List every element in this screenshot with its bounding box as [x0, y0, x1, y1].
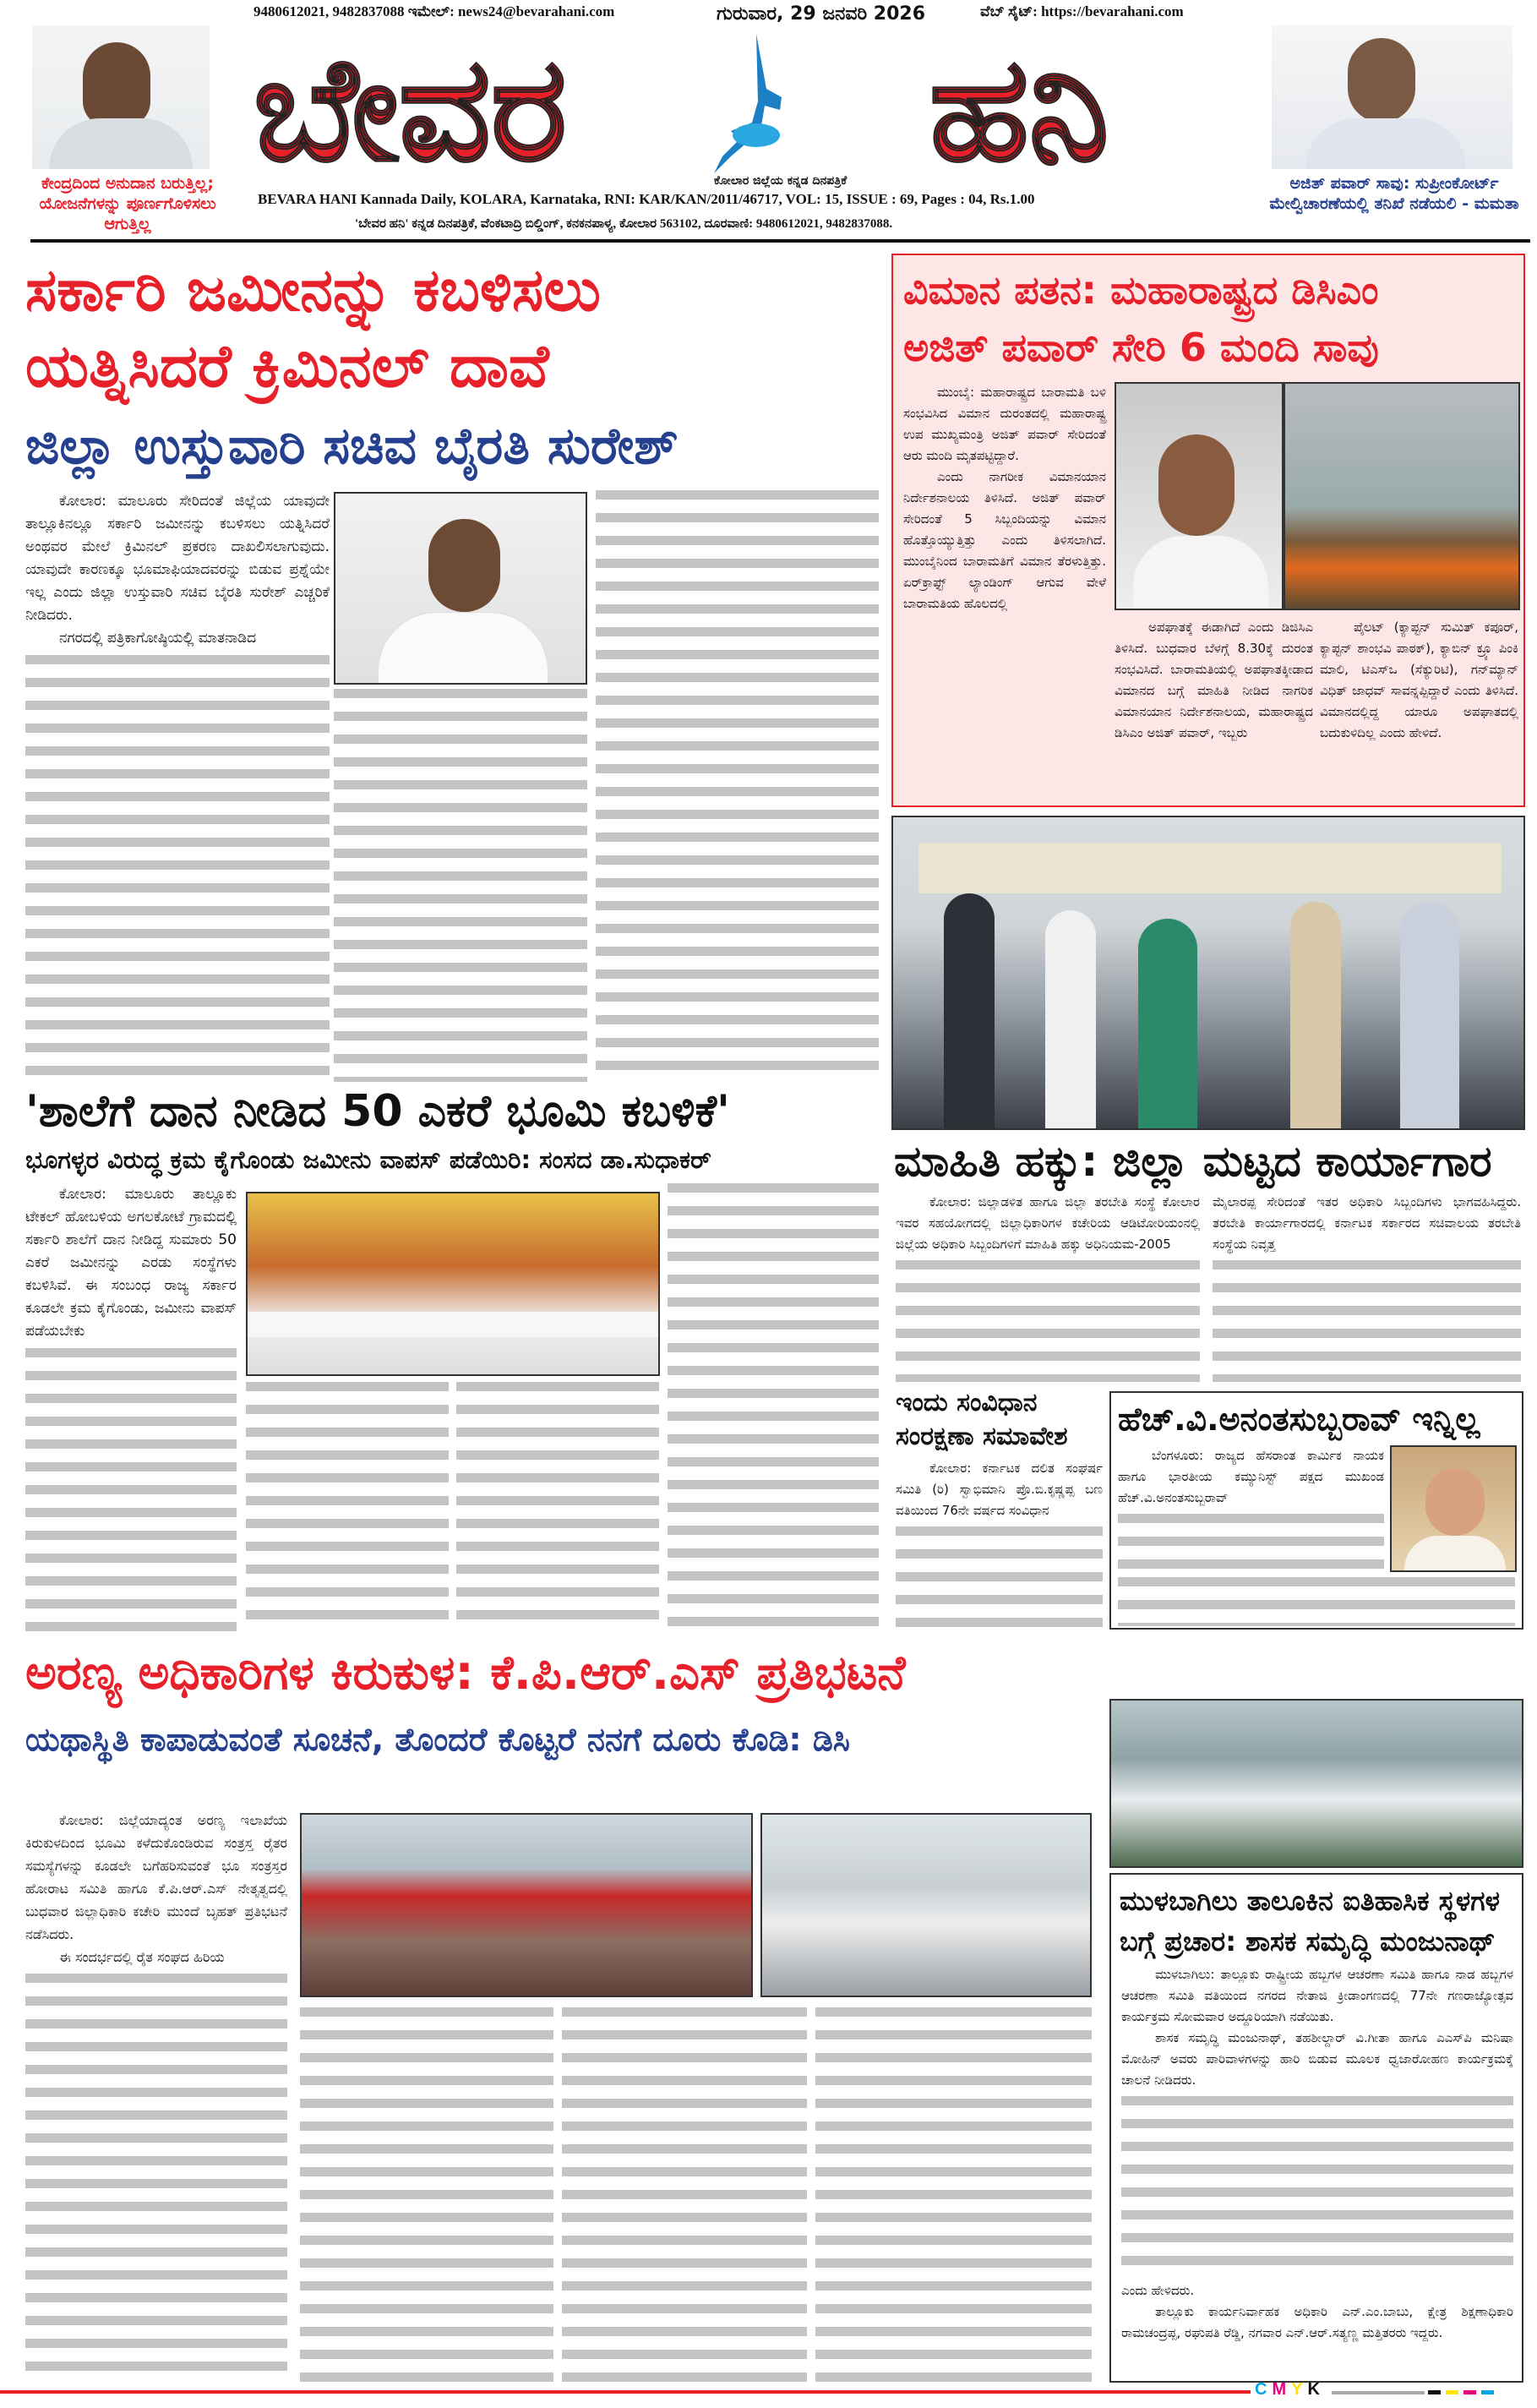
- rti-col2-text: ಮೈಲಾರಪ್ಪ ಸೇರಿದಂತೆ ಇತರ ಅಧಿಕಾರಿ ಸಿಬ್ಬಂದಿಗಳು ಭಾಗವಹಿಸಿದ್ದರು. ತರಬೇತಿ ಕಾರ್ಯಾಗಾರದಲ್ಲಿ ಕರ್ನಾಟಕ ಸರ್ಕಾರದ ಸಚಿವಾಲಯ ತರಬೇತಿ ಸಂಸ್ಥೆಯ ನಿವೃತ್ತ: [1213, 1194, 1521, 1252]
- mulbagal-lead: ಮುಳಬಾಗಿಲು: ತಾಲ್ಲೂಕು ರಾಷ್ಟ್ರೀಯ ಹಬ್ಬಗಳ ಆಚರಣಾ ಸಮಿತಿ ಹಾಗೂ ನಾಡ ಹಬ್ಬಗಳ ಆಚರಣಾ ಸಮಿತಿ ವತಿಯಿಂದ ನಗರದ ನೇತಾಜಿ ಕ್ರೀಡಾಂಗಣದಲ್ಲಿ 77ನೇ ಗಣರಾಜ್ಯೋತ್ಸವ ಕಾರ್ಯಕ್ರಮ ಸೋಮವಾರ ಅದ್ದೂರಿಯಾಗಿ ನಡೆಯಿತು.: [1121, 1967, 1513, 2024]
- constitution-headline[interactable]: ಇಂದು ಸಂವಿಧಾನ ಸಂರಕ್ಷಣಾ ಸಮಾವೇಶ: [896, 1388, 1068, 1451]
- website[interactable]: ವೆಬ್ ಸೈಟ್: https://bevarahani.com: [980, 3, 1184, 19]
- land-para2: ನಗರದಲ್ಲಿ ಪತ್ರಿಕಾಗೋಷ್ಠಿಯಲ್ಲಿ ಮಾತನಾಡಿದ: [59, 630, 257, 647]
- plane-lead-text: ಮುಂಬೈ: ಮಹಾರಾಷ್ಟ್ರದ ಬಾರಾಮತಿ ಬಳಿ ಸಂಭವಿಸಿದ ವಿಮಾನ ದುರಂತದಲ್ಲಿ ಮಹಾರಾಷ್ಟ್ರ ಉಪ ಮುಖ್ಯಮಂತ್ರಿ ಅಜಿತ್ ಪವಾರ್ ಸೇರಿದಂತೆ ಆರು ಮಂದಿ ಮೃತಪಟ್ಟಿದ್ದಾರೆ.: [903, 385, 1106, 463]
- text-filler: [596, 490, 879, 1082]
- school-land-col4: [668, 1183, 879, 1631]
- text-filler: [896, 1260, 1200, 1382]
- plane-headline-line2[interactable]: ಅಜಿತ್ ಪವಾರ್ ಸೇರಿ 6 ಮಂದಿ ಸಾವು: [903, 325, 1379, 370]
- obituary-body: [1118, 1445, 1384, 1574]
- masthead-left: ಬೇವರ: [253, 26, 567, 194]
- plane-col2-text: ಅಪಘಾತಕ್ಕೆ ಈಡಾಗಿದೆ ಎಂದು ಡಿಜಿಸಿಎ ತಿಳಿಸಿದೆ. ಬುಧವಾರ ಬೆಳಗ್ಗೆ 8.30ಕ್ಕೆ ದುರಂತ ಸಂಭವಿಸಿದೆ. ಬಾರಾಮತಿಯಲ್ಲಿ ಅಪಘಾತಕ್ಕೀಡಾದ ವಿಮಾನದ ಬಗ್ಗೆ ಮಾಹಿತಿ ನೀಡಿದ ನಾಗರಿಕ ವಿಮಾನಯಾನ ನಿರ್ದೇಶನಾಲಯ, ಮಹಾರಾಷ್ಟ್ರದ ಡಿಸಿಎಂ ಅಜಿತ್ ಪವಾರ್, ಇಬ್ಬರು: [1115, 620, 1313, 740]
- minister-photo: [334, 492, 587, 685]
- plane-crash-box: [891, 254, 1525, 807]
- protest-crowd-photo: [300, 1813, 753, 1997]
- swatch-black: [1428, 2390, 1441, 2394]
- rti-col1: [896, 1192, 1200, 1382]
- text-filler: [334, 689, 587, 1082]
- forest-col1: [25, 1809, 287, 2383]
- contact-line: 9480612021, 9482837088 ಇಮೇಲ್: news24@bevarahani.com: [253, 3, 615, 19]
- right-portrait-photo: [1272, 25, 1512, 169]
- cmyk-y: Y: [1291, 2380, 1303, 2399]
- issue-date: ಗುರುವಾರ, 29 ಜನವರಿ 2026: [717, 3, 925, 25]
- land-subhead: ಜಿಲ್ಲಾ ಉಸ್ತುವಾರಿ ಸಚಿವ ಬೈರತಿ ಸುರೇಶ್: [25, 417, 679, 476]
- land-lead: ಕೋಲಾರ: ಮಾಲೂರು ಸೇರಿದಂತೆ ಜಿಲ್ಲೆಯ ಯಾವುದೇ ತಾಲ್ಲೂಕಿನಲ್ಲೂ ಸರ್ಕಾರಿ ಜಮೀನನ್ನು ಕಬಳಿಸಲು ಯತ್ನಿಸಿದರೆ ಅಂಥವರ ಮೇಲೆ ಕ್ರಿಮಿನಲ್ ಪ್ರಕರಣ ದಾಖಲಿಸಲಾಗುವುದು. ಯಾವುದೇ ಕಾರಣಕ್ಕೂ ಭೂಮಾಫಿಯಾದವರನ್ನು ಬಿಡುವ ಪ್ರಶ್ನೆಯೇ ಇಲ್ಲ ಎಂದು ಜಿಲ್ಲಾ ಉಸ್ತುವಾರಿ ಸಚಿವ ಬೈರತಿ ಸುರೇಶ್ ಎಚ್ಚರಿಕೆ ನೀಡಿದರು.: [25, 493, 330, 624]
- constitution-lead: ಕೋಲಾರ: ಕರ್ನಾಟಕ ದಲಿತ ಸಂಘರ್ಷ ಸಮಿತಿ (ರಿ) ಸ್ವಾಭಿಮಾನಿ ಪ್ರೊ.ಬಿ.ಕೃಷ್ಣಪ್ಪ ಬಣ ವತಿಯಿಂದ 76ನೇ ವರ್ಷದ ಸಂವಿಧಾನ: [896, 1461, 1103, 1518]
- school-land-col3: [456, 1382, 659, 1631]
- forest-subhead: ಯಥಾಸ್ಥಿತಿ ಕಾಪಾಡುವಂತೆ ಸೂಚನೆ, ತೊಂದರೆ ಕೊಟ್ಟರೆ ನನಗೆ ದೂರು ಕೊಡಿ: ಡಿಸಿ: [25, 1721, 850, 1758]
- text-filler: [1118, 1577, 1515, 1626]
- text-filler: [300, 2007, 553, 2383]
- obituary-portrait-photo: [1390, 1445, 1517, 1572]
- plane-body-col3: [1320, 617, 1518, 801]
- masthead-tagline: ಕೋಲಾರ ಜಿಲ್ಲೆಯ ಕನ್ನಡ ದಿನಪತ್ರಿಕೆ: [714, 174, 848, 188]
- text-filler: [1121, 2096, 1513, 2277]
- text-filler: [668, 1183, 879, 1631]
- plane-lead: [903, 382, 1106, 800]
- mulbagal-body: [1121, 1964, 1513, 2277]
- forest-col2: [300, 2007, 553, 2383]
- forest-headline[interactable]: ಅರಣ್ಯ ಅಧಿಕಾರಿಗಳ ಕಿರುಕುಳ: ಕೆ.ಪಿ.ಆರ್.ಎಸ್ ಪ್ರತಿಭಟನೆ: [25, 1646, 906, 1701]
- mulbagal-headline-line2[interactable]: ಬಗ್ಗೆ ಪ್ರಚಾರ: ಶಾಸಕ ಸಮೃದ್ಧಿ ಮಂಜುನಾಥ್: [1120, 1925, 1496, 1958]
- land-headline-line1[interactable]: ಸರ್ಕಾರಿ ಜಮೀನನ್ನು ಕಬಳಿಸಲು: [25, 255, 601, 325]
- rti-headline[interactable]: ಮಾಹಿತಿ ಹಕ್ಕು: ಜಿಲ್ಲಾ ಮಟ್ಟದ ಕಾರ್ಯಾಗಾರ: [894, 1137, 1492, 1186]
- masthead-rule: [30, 239, 1530, 243]
- cmyk-marks: [1255, 2379, 1320, 2400]
- cmyk-m: M: [1272, 2380, 1287, 2399]
- mulbagal-ending1: ಎಂದು ಹೇಳಿದರು.: [1121, 2283, 1195, 2298]
- swatch-yellow: [1446, 2390, 1458, 2394]
- plane-headline-line1[interactable]: ವಿಮಾನ ಪತನ: ಮಹಾರಾಷ್ಟ್ರದ ಡಿಸಿಎಂ: [903, 267, 1379, 313]
- rti-col1-text: ಕೋಲಾರ: ಜಿಲ್ಲಾಡಳಿತ ಹಾಗೂ ಜಿಲ್ಲಾ ತರಬೇತಿ ಸಂಸ್ಥೆ ಕೋಲಾರ ಇವರ ಸಹಯೋಗದಲ್ಲಿ ಜಿಲ್ಲಾಧಿಕಾರಿಗಳ ಕಚೇರಿಯ ಆಡಿಟೋರಿಯಂನಲ್ಲಿ ಜಿಲ್ಲೆಯ ಅಧಿಕಾರಿ ಸಿಬ್ಬಂದಿಗಳಿಗೆ ಮಾಹಿತಿ ಹಕ್ಕು ಅಧಿನಿಯಮ-2005: [896, 1194, 1200, 1252]
- plane-body-col2: [1115, 617, 1313, 801]
- text-filler: [246, 1382, 449, 1631]
- address-line: 'ಬೇವರ ಹನಿ' ಕನ್ನಡ ದಿನಪತ್ರಿಕೆ, ವೆಂಕಟಾದ್ರಿ ಬಿಲ್ಡಿಂಗ್, ಕನಕನಪಾಳ್ಯ, ಕೋಲಾರ 563102, ದೂರವಾಣಿ: 9480612021, 9482837088.: [355, 217, 893, 231]
- text-filler: [815, 2007, 1092, 2383]
- text-filler: [456, 1382, 659, 1631]
- mulbagal-ending: [1121, 2280, 1513, 2380]
- land-body-col3: [596, 490, 879, 1082]
- text-filler: [562, 2007, 807, 2383]
- school-land-headline[interactable]: 'ಶಾಲೆಗೆ ದಾನ ನೀಡಿದ 50 ಎಕರೆ ಭೂಮಿ ಕಬಳಿಕೆ': [25, 1086, 730, 1137]
- plane-col3-text: ಪೈಲಟ್ (ಕ್ಯಾಪ್ಟನ್ ಸುಮಿತ್ ಕಪೂರ್, ಕ್ಯಾಪ್ಟನ್ ಶಾಂಭವಿ ಪಾಠಕ್), ಕ್ಯಾಬಿನ್ ಕ್ರ್ಯೂ ಪಿಂಕಿ ಮಾಲಿ, ಟಿಎಸ್‌ಒ (ಸೆಕ್ಯುರಿಟಿ), ಗನ್‌ಮ್ಯಾನ್ ವಿಧಿತ್ ಜಾಧವ್ ಸಾವನ್ನಪ್ಪಿದ್ದಾರೆ ಎಂದು ತಿಳಿಸಿದೆ. ವಿಮಾನದಲ್ಲಿದ್ದ ಯಾರೂ ಅಪಘಾತದಲ್ಲಿ ಬದುಕುಳಿದಿಲ್ಲ ಎಂದು ಹೇಳಿದೆ.: [1320, 620, 1518, 740]
- left-portrait-photo: [32, 25, 210, 169]
- land-headline-line2[interactable]: ಯತ್ನಿಸಿದರೆ ಕ್ರಿಮಿನಲ್ ದಾವೆ: [25, 331, 549, 401]
- masthead-right: ಹನಿ: [929, 26, 1109, 194]
- deer-logo-icon: [706, 30, 815, 177]
- constitution-body: [896, 1458, 1103, 1631]
- land-body-col1: [25, 490, 330, 1082]
- school-land-subhead: ಭೂಗಳ್ಳರ ವಿರುದ್ಧ ಕ್ರಮ ಕೈಗೊಂಡು ಜಮೀನು ವಾಪಸ್ ಪಡೆಯಿರಿ: ಸಂಸದ ಡಾ.ಸುಧಾಕರ್: [25, 1145, 711, 1174]
- mulbagal-box: [1109, 1873, 1523, 2383]
- swatch-cyan: [1481, 2390, 1494, 2394]
- obituary-headline[interactable]: ಹೆಚ್.ವಿ.ಅನಂತಸುಬ್ಬರಾವ್ ಇನ್ನಿಲ್ಲ: [1118, 1401, 1480, 1438]
- forest-col4: [815, 2007, 1092, 2383]
- text-filler: [1213, 1260, 1521, 1382]
- mulbagal-headline-line1[interactable]: ಮುಳಬಾಗಿಲು ತಾಲೂಕಿನ ಐತಿಹಾಸಿಕ ಸ್ಥಳಗಳ: [1120, 1885, 1500, 1917]
- text-filler: [25, 1348, 237, 1631]
- rti-workshop-photo: [891, 816, 1525, 1130]
- rti-col2: [1213, 1192, 1521, 1382]
- text-filler: [25, 1974, 287, 2383]
- obituary-lead: ಬೆಂಗಳೂರು: ರಾಜ್ಯದ ಹೆಸರಾಂತ ಕಾರ್ಮಿಕ ನಾಯಕ ಹಾಗೂ ಭಾರತೀಯ ಕಮ್ಯುನಿಸ್ಟ್ ಪಕ್ಷದ ಮುಖಂಡ ಹೆಚ್.ವಿ.ಅನಂತಸುಬ್ಬರಾವ್: [1118, 1448, 1384, 1505]
- ajit-pawar-photo: [1115, 382, 1284, 610]
- footer-red-rule: [0, 2390, 1251, 2394]
- officials-meeting-photo: [760, 1813, 1092, 1997]
- cmyk-k: K: [1307, 2380, 1320, 2399]
- forest-col3: [562, 2007, 807, 2383]
- text-filler: [25, 655, 330, 1082]
- forest-para2: ಈ ಸಂದರ್ಭದಲ್ಲಿ ರೈತ ಸಂಘದ ಹಿರಿಯ: [59, 1949, 225, 1965]
- text-filler: [896, 1526, 1103, 1631]
- mulbagal-para2: ಶಾಸಕ ಸಮೃದ್ಧಿ ಮಂಜುನಾಥ್, ತಹಶೀಲ್ದಾರ್ ವಿ.ಗೀತಾ ಹಾಗೂ ಎಎಸ್‌ಪಿ ಮನಿಷಾ ಮೋಹಿನ್ ಅವರು ಪಾರಿವಾಳಗಳನ್ನು ಹಾರಿ ಬಿಡುವ ಮೂಲಕ ಧ್ವಜಾರೋಹಣ ಕಾರ್ಯಕ್ರಮಕ್ಕೆ ಚಾಲನೆ ನೀಡಿದರು.: [1121, 2030, 1513, 2088]
- republic-day-photo: [1109, 1699, 1523, 1868]
- color-swatches: [1428, 2390, 1494, 2394]
- footer-gray-rule: [1332, 2391, 1425, 2394]
- school-land-lead: ಕೋಲಾರ: ಮಾಲೂರು ತಾಲ್ಲೂಕು ಟೇಕಲ್ ಹೋಬಳಿಯ ಅಗಲಕೋಟೆ ಗ್ರಾಮದಲ್ಲಿ ಸರ್ಕಾರಿ ಶಾಲೆಗೆ ದಾನ ನೀಡಿದ್ದ ಸುಮಾರು 50 ಎಕರೆ ಜಮೀನನ್ನು ಎರಡು ಸಂಸ್ಥೆಗಳು ಕಬಳಿಸಿವೆ. ಈ ಸಂಬಂಧ ರಾಜ್ಯ ಸರ್ಕಾರ ಕೂಡಲೇ ಕ್ರಮ ಕೈಗೊಂಡು, ಜಮೀನು ವಾಪಸ್ ಪಡೆಯಬೇಕು: [25, 1186, 237, 1340]
- mulbagal-ending2: ತಾಲ್ಲೂಕು ಕಾರ್ಯನಿರ್ವಾಹಕ ಅಧಿಕಾರಿ ಎನ್.ಎಂ.ಬಾಬು, ಕ್ಷೇತ್ರ ಶಿಕ್ಷಣಾಧಿಕಾರಿ ರಾಮಚಂದ್ರಪ್ಪ, ರಘುಪತಿ ರೆಡ್ಡಿ, ನಗವಾರ ಎನ್.ಆರ್.ಸತ್ಯಣ್ಣ ಮತ್ತಿತರರು ಇದ್ದರು.: [1121, 2304, 1513, 2340]
- forest-lead: ಕೋಲಾರ: ಜಿಲ್ಲೆಯಾದ್ಯಂತ ಅರಣ್ಯ ಇಲಾಖೆಯ ಕಿರುಕುಳದಿಂದ ಭೂಮಿ ಕಳೆದುಕೊಂಡಿರುವ ಸಂತ್ರಸ್ತ ರೈತರ ಸಮಸ್ಯೆಗಳನ್ನು ಕೂಡಲೇ ಬಗೆಹರಿಸುವಂತೆ ಭೂ ಸಂತ್ರಸ್ತರ ಹೋರಾಟ ಸಮಿತಿ ಹಾಗೂ ಕೆ.ಪಿ.ಆರ್.ಎಸ್ ನೇತೃತ್ವದಲ್ಲಿ ಬುಧವಾರ ಜಿಲ್ಲಾಧಿಕಾರಿ ಕಚೇರಿ ಮುಂದೆ ಬೃಹತ್ ಪ್ರತಿಭಟನೆ ನಡೆಸಿದರು.: [25, 1812, 287, 1942]
- left-teaser-caption[interactable]: ಕೇಂದ್ರದಿಂದ ಅನುದಾನ ಬರುತ್ತಿಲ್ಲ; ಯೋಜನೆಗಳನ್ನು ಪೂರ್ಣಗೊಳಿಸಲು ಆಗುತ್ತಿಲ್ಲ: [39, 174, 216, 233]
- press-meet-photo: [246, 1192, 660, 1376]
- school-land-col1: [25, 1183, 237, 1631]
- plane-col1-text: ಎಂದು ನಾಗರೀಕ ವಿಮಾನಯಾನ ನಿರ್ದೇಶನಾಲಯ ತಿಳಿಸಿದೆ. ಅಜಿತ್ ಪವಾರ್ ಸೇರಿದಂತೆ 5 ಸಿಬ್ಬಂದಿಯನ್ನು ವಿಮಾನ ಹೊತ್ತೊಯ್ಯುತ್ತಿತ್ತು ಎಂದು ತಿಳಿಸಲಾಗಿದೆ. ಮುಂಬೈನಿಂದ ಬಾರಾಮತಿಗೆ ವಿಮಾನ ತೆರಳುತ್ತಿತ್ತು. ಏರ್‌ಕ್ರಾಫ್ಟ್ ಲ್ಯಾಂಡಿಂಗ್ ಆಗುವ ವೇಳೆ ಬಾರಾಮತಿಯ ಹೊಲದಲ್ಲಿ: [903, 469, 1106, 611]
- cmyk-c: C: [1255, 2380, 1267, 2399]
- crash-site-photo: [1284, 382, 1520, 610]
- land-body-col2: [334, 689, 587, 1082]
- school-land-col2: [246, 1382, 449, 1631]
- text-filler: [1118, 1514, 1384, 1574]
- obituary-body-bottom: [1118, 1577, 1515, 1626]
- imprint-line: BEVARA HANI Kannada Daily, KOLARA, Karnataka, RNI: KAR/KAN/2011/46717, VOL: 15, ISSUE : 69, Pages : 04, Rs.1.00: [258, 191, 1035, 207]
- right-teaser-caption[interactable]: ಅಜಿತ್ ಪವಾರ್ ಸಾವು: ಸುಪ್ರೀಂಕೋರ್ಟ್ ಮೇಲ್ವಿಚಾರಣೆಯಲ್ಲಿ ತನಿಖೆ ನಡೆಯಲಿ - ಮಮತಾ: [1269, 174, 1519, 213]
- obituary-box: [1109, 1391, 1523, 1630]
- swatch-magenta: [1463, 2390, 1476, 2394]
